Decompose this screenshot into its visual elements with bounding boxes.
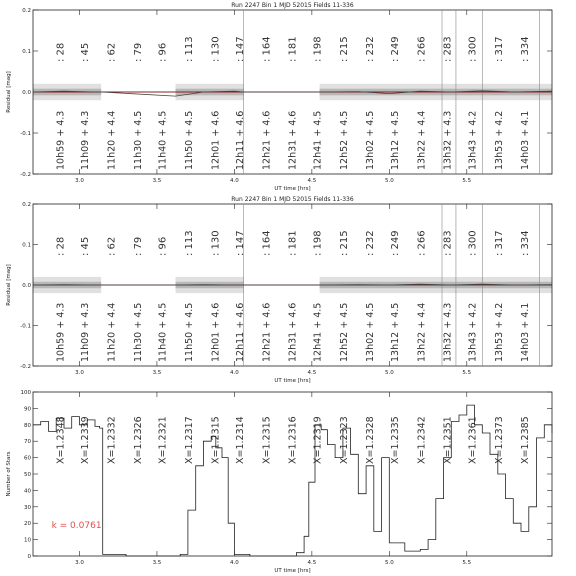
field-label: : 198 [312, 230, 324, 256]
ra-dec-label: 12h21 + 4.6 [261, 302, 273, 362]
ra-dec-label: 12h11 + 4.6 [235, 302, 247, 362]
x-tick-label: 3.0 [75, 560, 84, 566]
y-axis-label: Residual [mag] [6, 71, 12, 113]
airmass-label: X=1.2332 [106, 416, 118, 464]
airmass-label: X=1.2339 [80, 416, 92, 464]
field-label: : 45 [80, 236, 92, 256]
ra-dec-label: 13h12 + 4.5 [389, 110, 401, 170]
x-tick-label: 5.0 [384, 560, 394, 566]
ra-dec-label: 12h41 + 4.5 [312, 302, 324, 362]
x-tick-label: 4.0 [230, 370, 239, 376]
ra-dec-label: 11h30 + 4.5 [132, 110, 144, 170]
airmass-label: X=1.2314 [235, 416, 247, 464]
airmass-label: X=1.2326 [132, 416, 144, 464]
y-tick-label: 0 [27, 554, 31, 560]
field-label: : 164 [261, 230, 273, 256]
field-label: : 266 [416, 36, 428, 62]
field-label: : 317 [493, 230, 505, 256]
field-label: : 198 [312, 36, 324, 62]
ra-dec-label: 11h20 + 4.4 [106, 110, 118, 170]
y-axis-label: Number of Stars [6, 451, 12, 497]
ra-dec-label: 13h53 + 4.2 [493, 302, 505, 362]
x-tick-label: 4.5 [307, 370, 317, 376]
ra-dec-label: 13h02 + 4.5 [365, 110, 377, 170]
x-axis-label: UT time [hrs] [274, 378, 311, 384]
panel-title: Run 2247 Bin 1 MJD 52015 Fields 11-336 [231, 2, 354, 9]
airmass-label: X=1.2328 [365, 416, 377, 464]
field-label: : 79 [132, 236, 144, 256]
ra-dec-label: 11h09 + 4.3 [80, 302, 92, 362]
ra-dec-label: 13h12 + 4.5 [389, 302, 401, 362]
field-label: : 283 [442, 230, 454, 256]
panel-2 [6, 196, 552, 384]
ra-dec-label: 11h40 + 4.5 [157, 110, 169, 170]
airmass-label: X=1.2321 [157, 416, 169, 464]
ra-dec-label: 14h03 + 4.1 [520, 110, 532, 170]
y-tick-label: 60 [24, 455, 31, 462]
airmass-label: X=1.2323 [338, 416, 350, 464]
x-tick-label: 5.5 [462, 178, 472, 184]
x-tick-label: 4.0 [230, 560, 239, 566]
field-label: : 334 [520, 36, 532, 62]
ra-dec-label: 12h52 + 4.5 [338, 110, 350, 170]
field-label: : 300 [467, 230, 479, 256]
airmass-label: X=1.2317 [183, 416, 195, 464]
ra-dec-label: 12h31 + 4.6 [287, 110, 299, 170]
field-label: : 28 [55, 42, 67, 62]
x-tick-label: 4.0 [230, 178, 239, 184]
field-label: : 164 [261, 36, 273, 62]
x-tick-label: 3.5 [152, 370, 162, 376]
y-tick-label: 20 [24, 521, 31, 528]
ra-dec-label: 13h22 + 4.4 [416, 110, 428, 170]
ra-dec-label: 10h59 + 4.3 [55, 110, 67, 170]
field-label: : 62 [106, 236, 118, 256]
field-label: : 62 [106, 42, 118, 62]
ra-dec-label: 11h20 + 4.4 [106, 302, 118, 362]
field-label: : 317 [493, 36, 505, 62]
field-label: : 232 [365, 36, 377, 62]
x-tick-label: 5.5 [462, 370, 472, 376]
field-label: : 232 [365, 230, 377, 256]
ra-dec-label: 13h43 + 4.2 [467, 110, 479, 170]
x-tick-label: 3.0 [75, 178, 84, 184]
y-axis-label: Residual [mag] [6, 264, 12, 306]
y-tick-label: -0.1 [20, 131, 31, 137]
y-tick-label: -0.2 [20, 364, 31, 370]
field-label: : 181 [287, 36, 299, 62]
field-label: : 181 [287, 230, 299, 256]
x-tick-label: 4.5 [307, 178, 317, 184]
x-tick-label: 3.0 [75, 370, 84, 376]
airmass-label: X=1.2351 [442, 416, 454, 464]
airmass-label: X=1.2316 [287, 416, 299, 464]
y-tick-label: 0.0 [22, 90, 31, 96]
airmass-label: X=1.2319 [312, 416, 324, 464]
field-label: : 130 [210, 230, 222, 256]
y-tick-label: -0.2 [20, 172, 31, 178]
field-label: : 249 [389, 36, 401, 62]
ra-dec-label: 12h01 + 4.6 [210, 110, 222, 170]
y-tick-label: 80 [24, 422, 31, 429]
field-label: : 249 [389, 230, 401, 256]
ra-dec-label: 11h50 + 4.5 [183, 110, 195, 170]
y-tick-label: 50 [24, 472, 31, 478]
field-label: : 300 [467, 36, 479, 62]
field-label: : 113 [183, 36, 195, 62]
x-tick-label: 3.5 [152, 178, 162, 184]
y-tick-label: 10 [24, 537, 31, 544]
airmass-label: X=1.2348 [55, 416, 67, 464]
ra-dec-label: 11h09 + 4.3 [80, 110, 92, 170]
field-label: : 334 [520, 230, 532, 256]
x-tick-label: 5.0 [384, 370, 394, 376]
y-tick-label: 100 [20, 390, 31, 396]
panel-1 [6, 2, 552, 192]
field-label: : 28 [55, 236, 67, 256]
ra-dec-label: 13h43 + 4.2 [467, 302, 479, 362]
field-label: : 45 [80, 42, 92, 62]
x-tick-label: 3.5 [152, 560, 162, 566]
ra-dec-label: 11h40 + 4.5 [157, 302, 169, 362]
field-label: : 130 [210, 36, 222, 62]
ra-dec-label: 10h59 + 4.3 [55, 302, 67, 362]
airmass-label: X=1.2315 [261, 416, 273, 464]
ra-dec-label: 13h22 + 4.4 [416, 302, 428, 362]
ra-dec-label: 12h31 + 4.6 [287, 302, 299, 362]
x-tick-label: 5.0 [384, 178, 394, 184]
airmass-label: X=1.2385 [520, 416, 532, 464]
ra-dec-label: 13h32 + 4.3 [442, 110, 454, 170]
y-tick-label: 40 [24, 488, 31, 495]
k-value-annotation: k = 0.0761 [51, 521, 102, 532]
field-label: : 283 [442, 36, 454, 62]
field-label: : 266 [416, 230, 428, 256]
panel-title: Run 2247 Bin 1 MJD 52015 Fields 11-336 [231, 196, 354, 203]
x-tick-label: 5.5 [462, 560, 472, 566]
airmass-label: X=1.2373 [493, 416, 505, 464]
y-tick-label: 0.2 [22, 202, 31, 208]
y-tick-label: 30 [24, 504, 31, 511]
ra-dec-label: 12h01 + 4.6 [210, 302, 222, 362]
y-tick-label: 0.0 [22, 283, 31, 289]
field-label: : 96 [157, 236, 169, 256]
ra-dec-label: 14h03 + 4.1 [520, 302, 532, 362]
field-label: : 147 [235, 230, 247, 256]
y-tick-label: 0.1 [22, 242, 31, 249]
airmass-label: X=1.2335 [389, 416, 401, 464]
x-tick-label: 4.5 [307, 560, 317, 566]
airmass-label: X=1.2361 [467, 416, 479, 464]
x-axis-label: UT time [hrs] [274, 186, 311, 192]
ra-dec-label: 12h11 + 4.6 [235, 110, 247, 170]
field-label: : 215 [338, 230, 350, 256]
ra-dec-label: 11h50 + 4.5 [183, 302, 195, 362]
field-label: : 96 [157, 42, 169, 62]
y-tick-label: 0.1 [22, 49, 31, 55]
y-tick-label: 90 [24, 406, 31, 413]
field-label: : 79 [132, 42, 144, 62]
field-label: : 147 [235, 36, 247, 62]
y-tick-label: 70 [24, 439, 31, 446]
ra-dec-label: 12h41 + 4.5 [312, 110, 324, 170]
ra-dec-label: 13h32 + 4.3 [442, 302, 454, 362]
ra-dec-label: 13h53 + 4.2 [493, 110, 505, 170]
y-tick-label: -0.1 [20, 323, 31, 330]
panel-3 [6, 390, 552, 574]
airmass-label: X=1.2342 [416, 416, 428, 464]
ra-dec-label: 12h52 + 4.5 [338, 302, 350, 362]
ra-dec-label: 12h21 + 4.6 [261, 110, 273, 170]
x-axis-label: UT time [hrs] [274, 568, 311, 574]
ra-dec-label: 13h02 + 4.5 [365, 302, 377, 362]
field-label: : 113 [183, 230, 195, 256]
field-label: : 215 [338, 36, 350, 62]
airmass-label: X=1.2315 [210, 416, 222, 464]
y-tick-label: 0.2 [22, 8, 31, 14]
ra-dec-label: 11h30 + 4.5 [132, 302, 144, 362]
